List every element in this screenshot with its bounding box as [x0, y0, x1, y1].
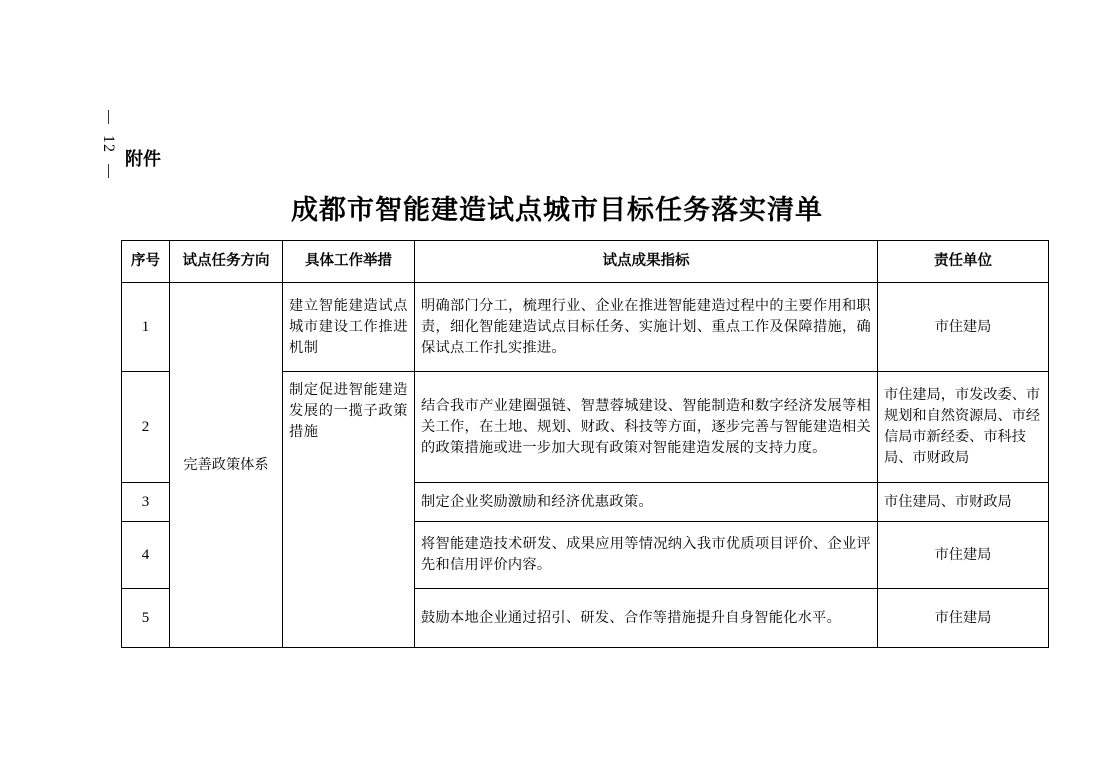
page-number-dash-top [108, 110, 109, 124]
page-number [96, 110, 120, 190]
row-number: 5 [122, 589, 170, 648]
header-no: 序号 [122, 241, 170, 283]
table-header-row [122, 241, 1049, 283]
row-number: 2 [122, 372, 170, 483]
row-number: 4 [122, 522, 170, 589]
responsible-unit-cell: 市住建局、市财政局 [878, 483, 1049, 522]
task-direction-cell: 完善政策体系 [170, 283, 283, 648]
indicator-cell: 制定企业奖励激励和经济优惠政策。 [415, 483, 878, 522]
indicator-cell: 结合我市产业建圈强链、智慧蓉城建设、智能制造和数字经济发展等相关工作，在土地、规划、财政、科技等方面，逐步完善与智能建造相关的政策措施或进一步加大现有政策对智能建造发展的支持力度。 [415, 372, 878, 483]
header-direction: 试点任务方向 [170, 241, 283, 283]
responsible-unit-cell: 市住建局，市发改委、市规划和自然资源局、市经信局市新经委、市科技局、市财政局 [878, 372, 1049, 483]
attachment-label: 附件 [125, 149, 161, 170]
indicator-cell: 明确部门分工，梳理行业、企业在推进智能建造过程中的主要作用和职责，细化智能建造试点目标任务、实施计划、重点工作及保障措施，确保试点工作扎实推进。 [415, 283, 878, 372]
indicator-cell: 将智能建造技术研发、成果应用等情况纳入我市优质项目评价、企业评先和信用评价内容。 [415, 522, 878, 589]
page-number-dash-bottom [108, 164, 109, 178]
header-indicators: 试点成果指标 [415, 241, 878, 283]
task-table [121, 240, 1049, 648]
row-number: 3 [122, 483, 170, 522]
responsible-unit-cell: 市住建局 [878, 283, 1049, 372]
header-measures: 具体工作举措 [283, 241, 415, 283]
header-unit: 责任单位 [878, 241, 1049, 283]
page-number-value: 12 [100, 135, 117, 153]
row-number: 1 [122, 283, 170, 372]
measure-cell: 制定促进智能建造发展的一揽子政策措施 [283, 372, 415, 648]
measure-cell: 建立智能建造试点城市建设工作推进机制 [283, 283, 415, 372]
responsible-unit-cell: 市住建局 [878, 522, 1049, 589]
table-row [122, 283, 1049, 372]
indicator-cell: 鼓励本地企业通过招引、研发、合作等措施提升自身智能化水平。 [415, 589, 878, 648]
responsible-unit-cell: 市住建局 [878, 589, 1049, 648]
document-title: 成都市智能建造试点城市目标任务落实清单 [291, 195, 823, 226]
